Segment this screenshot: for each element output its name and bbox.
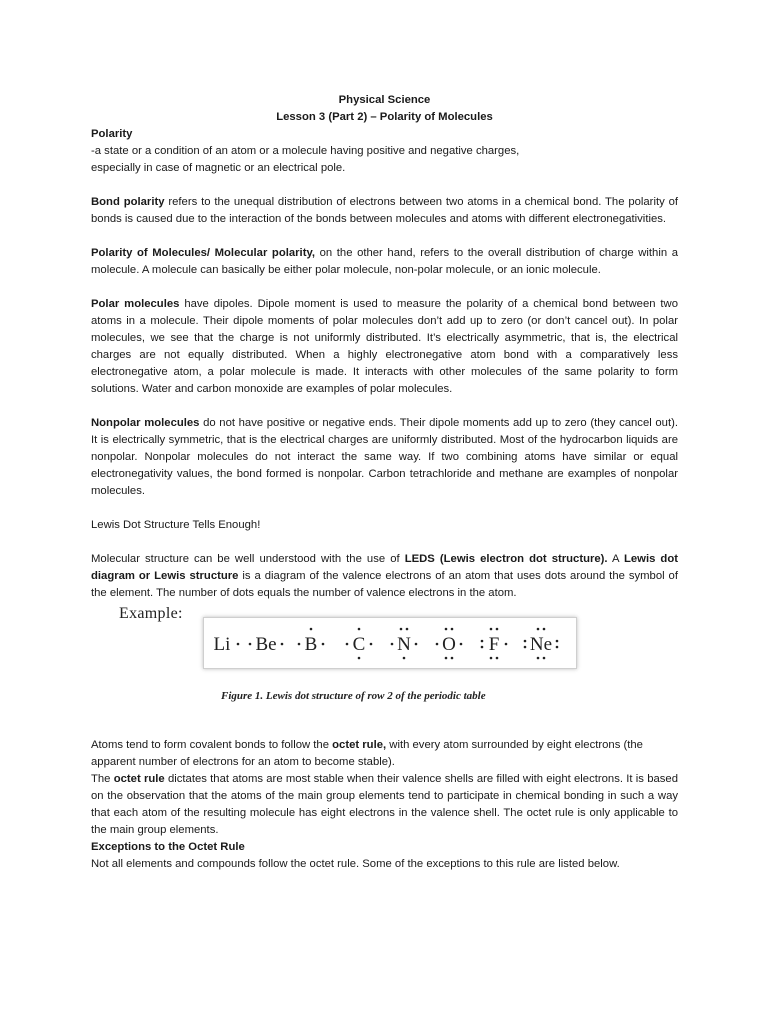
electron-dot [543, 657, 546, 660]
octet-rule-term-1: octet rule, [332, 739, 387, 751]
electron-dot [524, 646, 527, 649]
electron-dot [436, 643, 439, 646]
lewis-figure [91, 605, 678, 720]
electron-dot [556, 646, 559, 649]
electron-dot [400, 628, 403, 631]
polarity-heading-text: Polarity [91, 128, 133, 140]
bond-polarity-text: refers to the unequal distribution of electrons between two atoms in a chemical bond. The polarity of bonds is caused due to the interaction of the bonds between molecules and atoms with different electronegativities. [91, 196, 678, 225]
octet-rule-term-2: octet rule [113, 773, 165, 785]
figure-caption: Figure 1. Lewis dot structure of row 2 of the periodic table [221, 690, 486, 702]
electron-dot [537, 628, 540, 631]
element-symbol-b: B [304, 634, 318, 655]
leds-text-1: Molecular structure can be well understood with the use of [91, 553, 405, 565]
electron-dot [358, 628, 361, 631]
electron-dot [460, 643, 463, 646]
electron-dot [481, 640, 484, 643]
octet-paragraph-2 [91, 771, 678, 839]
electron-dot [346, 643, 349, 646]
electron-dot [322, 643, 325, 646]
leds-paragraph [91, 551, 678, 602]
octet-text-3: The [91, 773, 114, 785]
nonpolar-molecules-text: do not have positive or negative ends. Their dipole moments add up to zero (they cancel out). It is electrically symmetric, that is the electrical charges are uniformly distributed. Most of the hydrocarbon liquids are nonpolar. Nonpolar molecules do not interact the same way. If two combining atoms have similar or equal electronegativity values, the bond formed is nonpolar. Carbon tetrachloride and methane are examples of nonpolar molecules. [91, 417, 678, 497]
polarity-definition-line2: especially in case of magnetic or an electrical pole. [91, 162, 346, 174]
electron-dot [543, 628, 546, 631]
electron-dot [298, 643, 301, 646]
bond-polarity-paragraph [91, 194, 678, 228]
exceptions-text: Not all elements and compounds follow the octet rule. Some of the exceptions to this rule are listed below. [91, 858, 620, 870]
electron-dot [496, 657, 499, 660]
electron-dot [406, 628, 409, 631]
nonpolar-molecules-paragraph [91, 415, 678, 500]
molecular-polarity-text: on the other hand, refers to the overall distribution of charge within a molecule. A molecule can basically be either polar molecule, non-polar molecule, or an ionic molecule. [91, 247, 678, 276]
element-symbol-o: O [442, 634, 456, 655]
electron-dot [490, 628, 493, 631]
element-symbol-c: C [352, 634, 366, 655]
exceptions-heading-text: Exceptions to the Octet Rule [91, 841, 245, 853]
electron-dot [237, 643, 240, 646]
octet-text-4: dictates that atoms are most stable when their valence shells are filled with eight electrons. It is based on the observation that the atoms of the main group elements tend to participate in chemical bonding in such a way that each atom of the resulting molecule has eight electrons in the valence shell. The octet rule is only applicable to the main group elements. [91, 773, 678, 836]
polar-molecules-paragraph [91, 296, 678, 398]
leds-text-3: is a diagram of the valence electrons of an atom that uses dots around the symbol of the element. The number of dots equals the number of valence electrons in the atom. [91, 570, 678, 599]
electron-dot [537, 657, 540, 660]
electron-dot [481, 646, 484, 649]
lewis-structure-term: Lewis dot diagram or Lewis structure [91, 553, 678, 582]
electron-dot [496, 628, 499, 631]
figure-example-label: Example: [119, 605, 183, 622]
electron-dot [505, 643, 508, 646]
electron-dot [445, 628, 448, 631]
octet-text-1: Atoms tend to form covalent bonds to follow the [91, 739, 333, 751]
document-body [91, 92, 678, 873]
electron-dot [415, 643, 418, 646]
electron-dot [556, 640, 559, 643]
lewis-dot-svg [204, 618, 576, 668]
element-symbol-ne: Ne [529, 634, 553, 655]
molecular-polarity-paragraph [91, 245, 678, 279]
leds-text-2: A [607, 553, 624, 565]
electron-dot [391, 643, 394, 646]
element-symbol-f: F [488, 634, 500, 655]
octet-paragraph-1 [91, 737, 678, 771]
electron-dot [281, 643, 284, 646]
bond-polarity-term: Bond polarity [91, 196, 165, 208]
polarity-heading [91, 126, 678, 143]
leds-term: LEDS (Lewis electron dot structure). [404, 553, 608, 565]
electron-dot [445, 657, 448, 660]
element-symbol-n: N [397, 634, 411, 655]
electron-dot [451, 628, 454, 631]
element-symbol-be: Be [255, 634, 277, 655]
polar-molecules-text: have dipoles. Dipole moment is used to measure the polarity of a chemical bond between two atoms in a molecule. Their dipole moments of polar molecules don’t add up to zero (or don’t cancel out). In polar molecules, we see that the charge is not uniformly distributed. It’s electrically asymmetric, that is, the electrical charges are not equally distributed. When a highly electronegative atom bond with a comparatively less electronegative atom, a polar molecule is made. It interacts with other molecules of the same polarity to form solutions. Water and carbon monoxide are examples of polar molecules. [91, 298, 678, 395]
element-symbol-li: Li [213, 634, 231, 655]
lewis-heading: Lewis Dot Structure Tells Enough! [91, 519, 261, 531]
exceptions-heading [91, 839, 678, 856]
nonpolar-molecules-term: Nonpolar molecules [91, 417, 200, 429]
electron-dot [358, 657, 361, 660]
electron-dot [403, 657, 406, 660]
electron-dot [310, 628, 313, 631]
electron-dot [524, 640, 527, 643]
electron-dot [490, 657, 493, 660]
electron-dot [451, 657, 454, 660]
polarity-definition-line1: -a state or a condition of an atom or a molecule having positive and negative charges, [91, 145, 520, 157]
lesson-title: Lesson 3 (Part 2) – Polarity of Molecules [276, 111, 493, 123]
electron-dot [249, 643, 252, 646]
molecular-polarity-term: Polarity of Molecules/ Molecular polarity, [91, 247, 316, 259]
octet-text-2: with every atom surrounded by eight electrons (the apparent number of electrons for an atom to become stable). [91, 739, 643, 768]
polar-molecules-term: Polar molecules [91, 298, 180, 310]
electron-dot [370, 643, 373, 646]
lewis-dot-diagram [203, 617, 577, 669]
subject-title: Physical Science [338, 94, 431, 106]
